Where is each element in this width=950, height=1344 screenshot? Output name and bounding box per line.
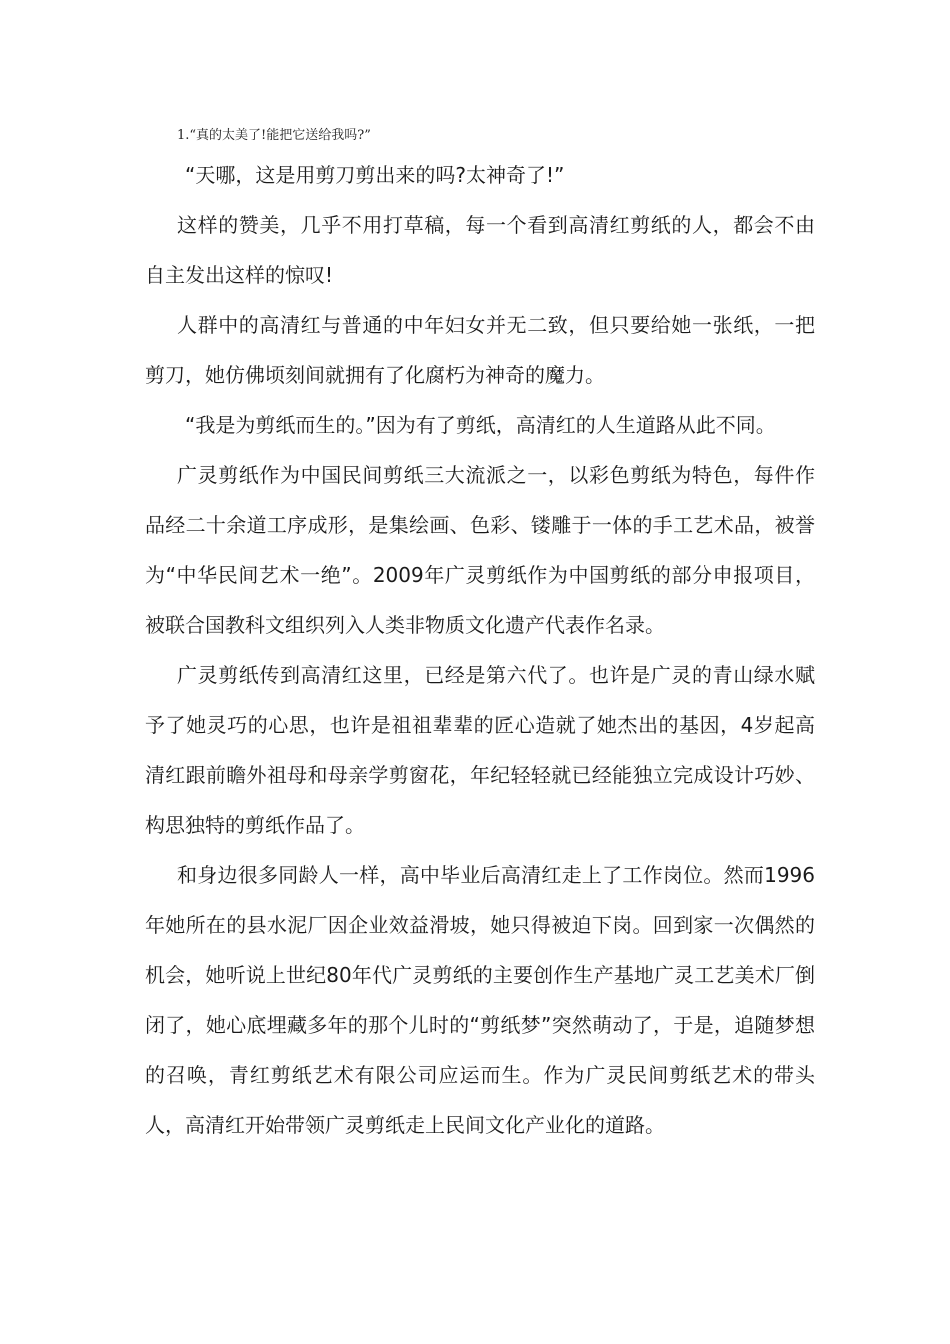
paragraph-3: 人群中的高清红与普通的中年妇女并无二致，但只要给她一张纸，一把剪刀，她仿佛顷刻间就拥有了化腐朽为神奇的魔力。	[145, 313, 815, 387]
paragraph-7: 和身边很多同龄人一样，高中毕业后高清红走上了工作岗位。然而1996年她所在的县水泥厂因企业效益滑坡，她只得被迫下岗。回到家一次偶然的机会，她听说上世纪80年代广灵剪纸的主要创作生产基地广灵工艺美术厂倒闭了，她心底埋藏多年的那个儿时的“剪纸梦”突然萌动了，于是，追随梦想的召唤，青红剪纸艺术有限公司应运而生。作为广灵民间剪纸艺术的带头人，高清红开始带领广灵剪纸走上民间文化产业化的道路。	[145, 863, 815, 1137]
paragraph-6: 广灵剪纸传到高清红这里，已经是第六代了。也许是广灵的青山绿水赋予了她灵巧的心思，也许是祖祖辈辈的匠心造就了她杰出的基因，4岁起高清红跟前瞻外祖母和母亲学剪窗花，年纪轻轻就已经能独立完成设计巧妙、构思独特的剪纸作品了。	[145, 663, 815, 837]
paragraph-4: “我是为剪纸而生的。”因为有了剪纸，高清红的人生道路从此不同。	[185, 413, 776, 437]
numbered-heading: 1.“真的太美了!能把它送给我吗?”	[177, 128, 371, 143]
paragraph-5: 广灵剪纸作为中国民间剪纸三大流派之一，以彩色剪纸为特色，每件作品经二十余道工序成形，是集绘画、色彩、镂雕于一体的手工艺术品，被誉为“中华民间艺术一绝”。2009年广灵剪纸作为中国剪纸的部分申报项目，被联合国教科文组织列入人类非物质文化遗产代表作名录。	[145, 463, 815, 637]
paragraph-2: 这样的赞美，几乎不用打草稿，每一个看到高清红剪纸的人，都会不由自主发出这样的惊叹!	[145, 213, 815, 287]
paragraph-1: “天哪，这是用剪刀剪出来的吗?太神奇了!”	[185, 163, 565, 187]
article-body	[145, 150, 815, 1150]
